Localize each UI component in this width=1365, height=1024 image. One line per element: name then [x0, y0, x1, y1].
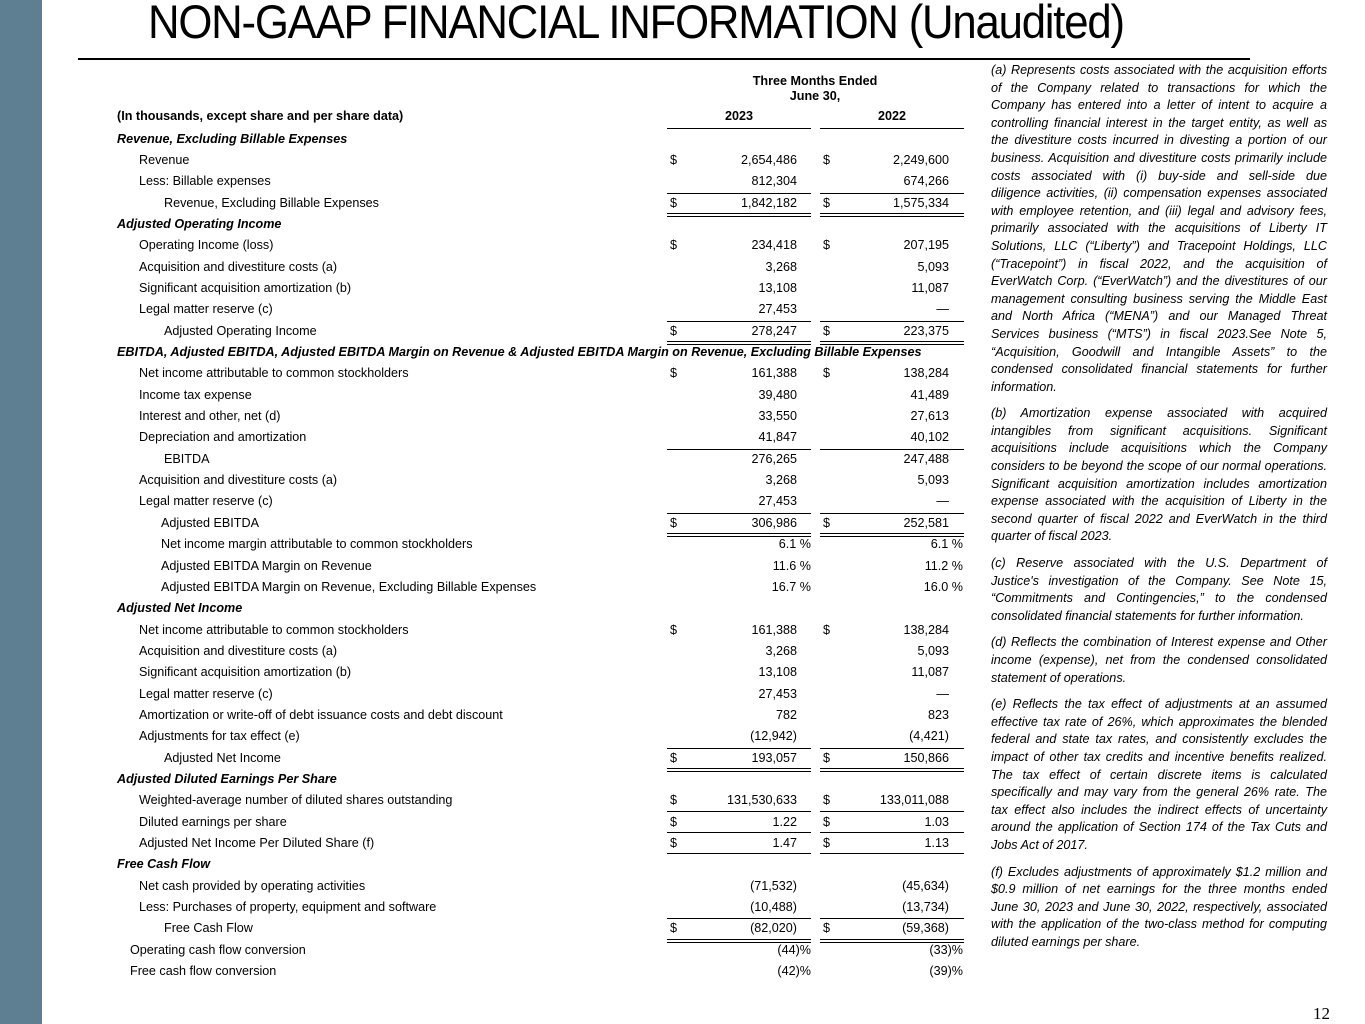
- table-row: [117, 385, 967, 406]
- row-label: Legal matter reserve (c): [139, 494, 273, 509]
- value-2023: 13,108: [758, 280, 797, 295]
- table-row: [117, 150, 967, 171]
- dollar-sign-2023: $: [670, 836, 678, 851]
- table-row: [117, 620, 967, 641]
- value-2023: 16.7 %: [771, 579, 811, 594]
- row-label: Revenue: [139, 152, 190, 167]
- column-header-row: [117, 106, 967, 127]
- table-row: [117, 299, 967, 320]
- subtotal-rule: [820, 513, 964, 514]
- value-2023: (71,532): [750, 878, 797, 893]
- footnote: (b) Amortization expense associated with acquired intangibles from significant acquisitions. Significant acquisitions include acquisitions which the Company considers to be beyond the scope of our normal operations. Significant acquisition amortization includes amortization expense associated with the acquisition of Liberty in the second quarter of fiscal 2022 and EverWatch in the third quarter of fiscal 2023.: [991, 406, 1327, 544]
- value-2022: 207,195: [903, 238, 949, 253]
- row-label: Adjustments for tax effect (e): [139, 729, 300, 744]
- value-2023: 278,247: [751, 323, 797, 338]
- table-row: [117, 662, 967, 683]
- value-2023: 2,654,486: [740, 152, 797, 167]
- table-row: [117, 321, 967, 342]
- row-label: EBITDA: [164, 451, 210, 466]
- row-label: Revenue, Excluding Billable Expenses: [164, 195, 379, 210]
- row-label: Adjusted EBITDA: [161, 515, 259, 530]
- row-label: Free Cash Flow: [117, 857, 211, 872]
- value-2023: 27,453: [758, 302, 797, 317]
- table-row: [117, 833, 967, 854]
- value-2023: 234,418: [751, 238, 797, 253]
- row-label: Net income margin attributable to common stockholders: [161, 537, 473, 552]
- value-2022: 11,087: [911, 665, 949, 680]
- row-label: Operating cash flow conversion: [130, 942, 306, 957]
- dollar-sign-2022: $: [823, 750, 831, 765]
- section-header: [117, 598, 967, 619]
- row-label: Income tax expense: [139, 387, 252, 402]
- value-2022: 150,866: [903, 750, 949, 765]
- row-label: Free Cash Flow: [164, 921, 253, 936]
- dollar-sign-2023: $: [670, 366, 678, 381]
- value-2022: 138,284: [903, 366, 949, 381]
- footnote: (e) Reflects the tax effect of adjustments at an assumed effective tax rate of 26%, which approximates the blended federal and state tax rates, and consistently excludes the impact of other tax credits and incentive benefits realized. The tax effect of certain discrete items is calculated specifically and may vary from the general 26% rate. The tax effect also includes the indirect effects of uncertainty around the application of Section 174 of the Tax Cuts and Jobs Act of 2017.: [991, 697, 1327, 852]
- footnote: (d) Reflects the combination of Interest expense and Other income (expense), net from the condensed consolidated statement of operations.: [991, 635, 1327, 685]
- table-row: [117, 897, 967, 918]
- footnotes: [991, 62, 1327, 961]
- value-2023: 3,268: [765, 473, 797, 488]
- value-2022: (33)%: [929, 942, 963, 957]
- table-row: [117, 876, 967, 897]
- row-label: Adjusted EBITDA Margin on Revenue, Excluding Billable Expenses: [161, 579, 537, 594]
- value-2022: 1.13: [924, 836, 949, 851]
- value-2022: 40,102: [910, 430, 949, 445]
- value-2022: 16.0 %: [923, 579, 963, 594]
- table-row: [117, 961, 967, 982]
- section-header: [117, 342, 967, 363]
- value-2022: 11,087: [911, 280, 949, 295]
- row-label: Diluted earnings per share: [139, 814, 287, 829]
- row-label: Less: Purchases of property, equipment and software: [139, 900, 437, 915]
- value-2023: 3,268: [765, 259, 797, 274]
- row-label: Significant acquisition amortization (b): [139, 665, 352, 680]
- value-2022: —: [936, 302, 949, 317]
- value-2022: (4,421): [909, 729, 949, 744]
- dollar-sign-2023: $: [670, 622, 678, 637]
- value-2023: 1,842,182: [740, 195, 797, 210]
- value-2022: 823: [927, 707, 949, 722]
- value-2023: 11.6 %: [772, 558, 811, 573]
- table-row: [117, 449, 967, 470]
- period-header-line2: June 30,: [789, 88, 841, 103]
- table-row: [117, 470, 967, 491]
- section-header: [117, 129, 967, 150]
- year-2023-header: 2023: [724, 109, 754, 123]
- table-row: [117, 812, 967, 833]
- dollar-sign-2022: $: [823, 152, 831, 167]
- dollar-sign-2023: $: [670, 195, 678, 210]
- row-label: Net income attributable to common stockholders: [139, 366, 409, 381]
- table-row: [117, 257, 967, 278]
- value-2023: 3,268: [765, 643, 797, 658]
- footnote: (f) Excludes adjustments of approximately $1.2 million and $0.9 million of net earnings for the three months ended June 30, 2023 and June 30, 2022, respectively, associated with the application of the two-class method for computing diluted earnings per share.: [991, 864, 1327, 949]
- subtotal-rule: [667, 193, 811, 194]
- left-accent-bar: [0, 0, 42, 1024]
- value-2022: 11.2 %: [924, 558, 963, 573]
- value-2022: —: [936, 686, 949, 701]
- value-2022: 1.03: [924, 814, 949, 829]
- dollar-sign-2022: $: [823, 836, 831, 851]
- table-row: [117, 427, 967, 448]
- value-2023: 782: [775, 707, 797, 722]
- value-2023: 193,057: [751, 750, 797, 765]
- table-row: [117, 491, 967, 512]
- row-label: Amortization or write-off of debt issuance costs and debt discount: [139, 707, 503, 722]
- value-2023: 39,480: [758, 387, 797, 402]
- row-label: Significant acquisition amortization (b): [139, 280, 352, 295]
- dollar-sign-2023: $: [670, 793, 678, 808]
- dollar-sign-2022: $: [823, 238, 831, 253]
- subtotal-rule: [667, 918, 811, 919]
- units-label: (In thousands, except share and per share data): [117, 109, 404, 123]
- row-label: Adjusted Operating Income: [117, 216, 282, 231]
- row-label: Interest and other, net (d): [139, 409, 281, 424]
- value-2023: 276,265: [751, 451, 797, 466]
- value-2022: 5,093: [917, 473, 949, 488]
- value-2022: 41,489: [910, 387, 949, 402]
- value-2022: (39)%: [929, 964, 963, 979]
- value-2022: 5,093: [917, 643, 949, 658]
- table-row: [117, 534, 967, 555]
- row-label: Revenue, Excluding Billable Expenses: [117, 131, 348, 146]
- dollar-sign-2023: $: [670, 323, 678, 338]
- value-2022: 247,488: [903, 451, 949, 466]
- row-label: Operating Income (loss): [139, 238, 274, 253]
- table-row: [117, 171, 967, 192]
- dollar-sign-2022: $: [823, 323, 831, 338]
- table-row: [117, 641, 967, 662]
- section-header: [117, 214, 967, 235]
- subtotal-rule: [820, 193, 964, 194]
- subtotal-rule: [667, 321, 811, 322]
- dollar-sign-2023: $: [670, 750, 678, 765]
- table-row: [117, 705, 967, 726]
- table-row: [117, 235, 967, 256]
- section-header: [117, 769, 967, 790]
- row-label: Legal matter reserve (c): [139, 302, 273, 317]
- value-2023: (12,942): [750, 729, 797, 744]
- dollar-sign-2023: $: [670, 152, 678, 167]
- table-row: [117, 406, 967, 427]
- value-2022: 6.1 %: [930, 537, 963, 552]
- row-label: Free cash flow conversion: [130, 964, 277, 979]
- dollar-sign-2022: $: [823, 366, 831, 381]
- row-label: Less: Billable expenses: [139, 174, 271, 189]
- row-label: Legal matter reserve (c): [139, 686, 273, 701]
- value-2022: (13,734): [902, 900, 949, 915]
- table-row: [117, 577, 967, 598]
- table-row: [117, 193, 967, 214]
- period-header: [665, 74, 965, 103]
- value-2023: 33,550: [758, 409, 797, 424]
- value-2023: (42)%: [777, 964, 811, 979]
- value-2022: 2,249,600: [892, 152, 949, 167]
- value-2023: 812,304: [751, 174, 797, 189]
- dollar-sign-2022: $: [823, 793, 831, 808]
- year-2022-header: 2022: [877, 109, 907, 123]
- subtotal-rule: [667, 748, 811, 749]
- row-label: Acquisition and divestiture costs (a): [139, 643, 338, 658]
- title-divider: [78, 58, 1250, 60]
- row-label: Adjusted Operating Income: [164, 323, 317, 338]
- table-row: [117, 940, 967, 961]
- dollar-sign-2023: $: [670, 238, 678, 253]
- value-2022: 252,581: [903, 515, 949, 530]
- subtotal-rule: [820, 321, 964, 322]
- dollar-sign-2022: $: [823, 814, 831, 829]
- value-2023: (82,020): [750, 921, 797, 936]
- value-2023: (10,488): [750, 900, 797, 915]
- value-2023: 13,108: [758, 665, 797, 680]
- dollar-sign-2023: $: [670, 515, 678, 530]
- value-2022: 133,011,088: [879, 793, 949, 808]
- dollar-sign-2022: $: [823, 921, 831, 936]
- row-label: Adjusted Net Income: [117, 601, 243, 616]
- table-row: [117, 790, 967, 811]
- dollar-sign-2022: $: [823, 515, 831, 530]
- row-label: Adjusted Diluted Earnings Per Share: [117, 772, 337, 786]
- value-2023: 41,847: [758, 430, 797, 445]
- dollar-sign-2023: $: [670, 814, 678, 829]
- value-2023: 161,388: [751, 366, 797, 381]
- value-2022: 674,266: [903, 174, 949, 189]
- table-row: [117, 918, 967, 939]
- row-label: Adjusted EBITDA Margin on Revenue: [161, 558, 372, 573]
- page-title: NON-GAAP FINANCIAL INFORMATION (Unaudited): [148, 0, 1124, 48]
- value-2022: 138,284: [903, 622, 949, 637]
- value-2022: —: [936, 494, 949, 509]
- subtotal-rule: [820, 748, 964, 749]
- value-2023: 306,986: [751, 515, 797, 530]
- row-label: Net income attributable to common stockholders: [139, 622, 409, 637]
- table-row: [117, 513, 967, 534]
- subtotal-rule: [667, 449, 811, 450]
- value-2022: 5,093: [917, 259, 949, 274]
- footnote: (c) Reserve associated with the U.S. Department of Justice's investigation of the Company. See Note 15, “Commitments and Contingencies,” to the condensed consolidated financial statements for further information.: [991, 556, 1327, 623]
- value-2023: 1.22: [772, 814, 797, 829]
- table-row: [117, 684, 967, 705]
- table-row: [117, 363, 967, 384]
- table-row: [117, 748, 967, 769]
- dollar-sign-2022: $: [823, 622, 831, 637]
- subtotal-rule: [820, 449, 964, 450]
- period-header-line1: Three Months Ended: [752, 74, 878, 88]
- value-2023: 27,453: [758, 494, 797, 509]
- table-row: [117, 556, 967, 577]
- table-row: [117, 278, 967, 299]
- page-number: 12: [1313, 1004, 1330, 1023]
- footnote: (a) Represents costs associated with the acquisition efforts of the Company related to transactions for which the Company has entered into a letter of intent to acquire a controlling financial interest in the target entity, as well as the divestiture costs incurred in divesting a portion of our business. Acquisition and divestiture costs primarily include costs associated with (i) buy-side and sell-side due diligence activities, (ii) compensation expenses associated with employee retention, and (iii) legal and advisory fees, primarily associated with the acquisitions of Liberty IT Solutions, LLC (“Liberty”) and Tracepoint Holdings, LLC (“Tracepoint”) in fiscal 2022, and the acquisition of EverWatch Corp. (“EverWatch”) and the divestitures of our management consulting business serving the Middle East and North Africa (“MENA”) and our Managed Threat Services business (“MTS”) in fiscal 2023.See Note 5, “Acquisition, Goodwill and Intangible Assets” to the condensed consolidated financial statements for further information.: [991, 63, 1327, 394]
- dollar-sign-2022: $: [823, 195, 831, 210]
- row-label: Acquisition and divestiture costs (a): [139, 473, 338, 488]
- value-2022: (45,634): [902, 878, 949, 893]
- row-label: Depreciation and amortization: [139, 430, 307, 445]
- dollar-sign-2023: $: [670, 921, 678, 936]
- value-2022: 27,613: [910, 409, 949, 424]
- row-label: Weighted-average number of diluted shares outstanding: [139, 793, 453, 808]
- row-label: EBITDA, Adjusted EBITDA, Adjusted EBITDA Margin on Revenue & Adjusted EBITDA Margin on Revenue, Excluding Billable Expenses: [117, 345, 922, 359]
- value-2022: (59,368): [902, 921, 949, 936]
- value-2023: (44)%: [777, 942, 811, 957]
- section-header: [117, 854, 967, 875]
- row-label: Acquisition and divestiture costs (a): [139, 259, 338, 274]
- row-label: Adjusted Net Income: [164, 750, 281, 765]
- value-2023: 1.47: [772, 836, 797, 851]
- value-2023: 131,530,633: [726, 793, 797, 808]
- subtotal-rule: [820, 918, 964, 919]
- subtotal-rule: [667, 513, 811, 514]
- row-label: Adjusted Net Income Per Diluted Share (f): [139, 836, 375, 851]
- row-label: Net cash provided by operating activities: [139, 878, 366, 893]
- table-row: [117, 726, 967, 747]
- value-2022: 1,575,334: [892, 195, 949, 210]
- value-2023: 6.1 %: [778, 537, 811, 552]
- value-2023: 27,453: [758, 686, 797, 701]
- value-2022: 223,375: [903, 323, 949, 338]
- value-2023: 161,388: [751, 622, 797, 637]
